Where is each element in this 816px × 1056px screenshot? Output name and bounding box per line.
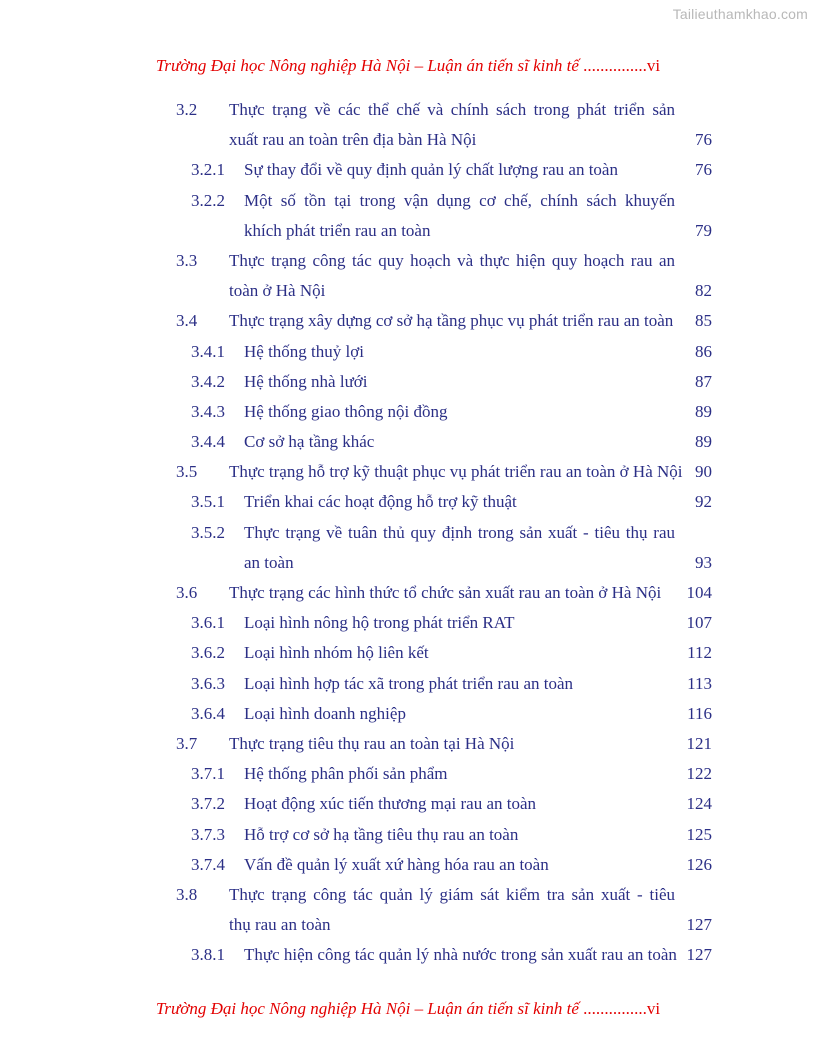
toc-line (0, 699, 816, 729)
toc-line (0, 910, 816, 940)
toc-section-number: 3.5.1 (191, 492, 225, 512)
toc-line (0, 940, 816, 970)
toc-page-number: 76 (695, 160, 712, 180)
toc-line (0, 608, 816, 638)
toc-section-number: 3.5 (176, 462, 198, 482)
toc-page-number: 79 (695, 220, 712, 240)
toc-section-number: 3.8.1 (191, 945, 225, 965)
toc-title: Thực trạng tiêu thụ rau an toàn tại Hà Nội (229, 733, 515, 753)
toc-title: Cơ sở hạ tầng khác (244, 432, 375, 452)
toc-title: Hoạt động xúc tiến thương mại rau an toàn (244, 794, 537, 814)
toc-entry (0, 155, 816, 185)
toc-page-number: 107 (686, 613, 712, 633)
toc-entry (0, 940, 816, 970)
running-footer (0, 999, 816, 1019)
toc-page-number: 126 (686, 854, 712, 874)
toc-section-number: 3.7.1 (191, 764, 225, 784)
toc-page-number: 87 (695, 371, 712, 391)
toc-line (0, 337, 816, 367)
toc-entry (0, 95, 816, 155)
table-of-contents (0, 95, 816, 970)
toc-line (0, 367, 816, 397)
toc-entry (0, 789, 816, 819)
toc-title: Thực trạng về các thể chế và chính sách trong phát triển sản (229, 100, 675, 119)
toc-entry (0, 880, 816, 940)
toc-title: Thực trạng các hình thức tổ chức sản xuất rau an toàn ở Hà Nội (229, 583, 662, 602)
toc-title: Một số tồn tại trong vận dụng cơ chế, chính sách khuyến (244, 190, 675, 210)
toc-title: Thực trạng công tác quản lý giám sát kiểm tra sản xuất - tiêu (229, 884, 675, 904)
toc-title-continued: an toàn (244, 552, 294, 572)
toc-entry (0, 638, 816, 668)
toc-page-number: 104 (686, 583, 712, 602)
toc-title: Thực trạng về tuân thủ quy định trong sản xuất - tiêu thụ rau (244, 522, 675, 542)
toc-line (0, 820, 816, 850)
toc-line (0, 95, 816, 125)
toc-section-number: 3.6 (176, 583, 198, 602)
toc-line (0, 125, 816, 155)
toc-section-number: 3.4.4 (191, 432, 225, 452)
toc-title-continued: thụ rau an toàn (229, 915, 331, 935)
toc-title: Thực trạng công tác quy hoạch và thực hiện quy hoạch rau an (229, 250, 675, 270)
toc-page-number: 89 (695, 401, 712, 421)
toc-title-continued: toàn ở Hà Nội (229, 281, 326, 301)
toc-line (0, 457, 816, 487)
toc-section-number: 3.6.1 (191, 613, 225, 633)
toc-entry (0, 487, 816, 517)
toc-line (0, 789, 816, 819)
toc-title: Vấn đề quản lý xuất xứ hàng hóa rau an toàn (244, 854, 549, 874)
toc-section-number: 3.4.2 (191, 371, 225, 391)
toc-title: Thực trạng xây dựng cơ sở hạ tầng phục vụ phát triển rau an toàn (229, 311, 674, 331)
header-text: Trường Đại học Nông nghiệp Hà Nội – Luận án tiến sĩ kinh tế (155, 56, 579, 75)
toc-title: Hệ thống thuỷ lợi (244, 341, 364, 361)
toc-page-number: 127 (686, 945, 712, 965)
toc-page-number: 127 (686, 915, 712, 935)
header-dots: ............... (578, 56, 647, 75)
toc-title: Hệ thống phân phối sản phẩm (244, 764, 448, 784)
toc-section-number: 3.7.4 (191, 854, 225, 874)
toc-title: Thực trạng hỗ trợ kỹ thuật phục vụ phát triển rau an toàn ở Hà Nội (229, 462, 683, 482)
toc-page-number: 82 (695, 281, 712, 301)
toc-line (0, 548, 816, 578)
toc-section-number: 3.6.3 (191, 673, 225, 693)
toc-title: Loại hình doanh nghiệp (244, 703, 406, 723)
toc-line (0, 850, 816, 880)
toc-entry (0, 850, 816, 880)
toc-line (0, 276, 816, 306)
footer-text: Trường Đại học Nông nghiệp Hà Nội – Luận án tiến sĩ kinh tế (155, 999, 579, 1018)
toc-entry (0, 699, 816, 729)
toc-title: Hệ thống nhà lưới (244, 371, 368, 391)
toc-section-number: 3.7.3 (191, 824, 225, 844)
footer-dots: ............... (578, 999, 647, 1018)
toc-section-number: 3.7 (176, 733, 198, 753)
toc-line (0, 578, 816, 608)
toc-section-number: 3.4.3 (191, 401, 225, 421)
toc-entry (0, 306, 816, 336)
toc-line (0, 487, 816, 517)
toc-page-number: 125 (686, 824, 712, 844)
toc-section-number: 3.2.2 (191, 190, 225, 210)
toc-line (0, 880, 816, 910)
toc-section-number: 3.3 (176, 250, 198, 270)
toc-page-number: 86 (695, 341, 712, 361)
toc-line (0, 729, 816, 759)
toc-line (0, 306, 816, 336)
toc-page-number: 85 (695, 311, 712, 331)
toc-title: Loại hình hợp tác xã trong phát triển rau an toàn (244, 673, 574, 693)
toc-entry (0, 246, 816, 306)
toc-entry (0, 759, 816, 789)
toc-entry (0, 820, 816, 850)
toc-title-continued: khích phát triển rau an toàn (244, 220, 431, 240)
toc-page-number: 92 (695, 492, 712, 512)
toc-entry (0, 337, 816, 367)
toc-page-number: 90 (695, 462, 712, 482)
header-page: vi (646, 56, 661, 75)
toc-page-number: 113 (687, 673, 712, 693)
toc-line (0, 638, 816, 668)
toc-section-number: 3.6.2 (191, 643, 225, 663)
running-header (0, 56, 816, 76)
toc-section-number: 3.6.4 (191, 703, 225, 723)
toc-title: Loại hình nhóm hộ liên kết (244, 643, 429, 663)
toc-line (0, 397, 816, 427)
toc-entry (0, 669, 816, 699)
toc-line (0, 186, 816, 216)
toc-section-number: 3.4.1 (191, 341, 225, 361)
toc-line (0, 246, 816, 276)
toc-entry (0, 186, 816, 246)
toc-line (0, 518, 816, 548)
toc-section-number: 3.2.1 (191, 160, 225, 180)
toc-page-number: 112 (687, 643, 712, 663)
toc-section-number: 3.4 (176, 311, 198, 331)
toc-line (0, 669, 816, 699)
toc-section-number: 3.5.2 (191, 522, 225, 542)
toc-line (0, 427, 816, 457)
toc-section-number: 3.8 (176, 884, 198, 904)
footer-page: vi (646, 999, 661, 1018)
toc-title: Triển khai các hoạt động hỗ trợ kỹ thuật (244, 492, 517, 512)
toc-title: Loại hình nông hộ trong phát triển RAT (244, 613, 515, 633)
toc-entry (0, 518, 816, 578)
toc-title: Hỗ trợ cơ sở hạ tầng tiêu thụ rau an toàn (244, 824, 519, 844)
toc-page-number: 93 (695, 552, 712, 572)
toc-page-number: 121 (686, 733, 712, 753)
toc-entry (0, 367, 816, 397)
toc-section-number: 3.2 (176, 100, 198, 119)
toc-entry (0, 427, 816, 457)
toc-page-number: 122 (686, 764, 712, 784)
toc-entry (0, 578, 816, 608)
toc-line (0, 759, 816, 789)
toc-entry (0, 729, 816, 759)
toc-line (0, 155, 816, 185)
toc-line (0, 216, 816, 246)
toc-section-number: 3.7.2 (191, 794, 225, 814)
toc-page-number: 116 (687, 703, 712, 723)
toc-title: Sự thay đổi về quy định quản lý chất lượng rau an toàn (244, 160, 618, 180)
toc-title-continued: xuất rau an toàn trên địa bàn Hà Nội (229, 130, 477, 150)
toc-page-number: 89 (695, 432, 712, 452)
toc-entry (0, 457, 816, 487)
toc-entry (0, 397, 816, 427)
toc-entry (0, 608, 816, 638)
toc-page-number: 124 (686, 794, 712, 814)
watermark-text: Tailieuthamkhao.com (672, 6, 808, 22)
toc-page-number: 76 (695, 130, 712, 150)
toc-title: Thực hiện công tác quản lý nhà nước trong sản xuất rau an toàn (244, 945, 677, 965)
toc-title: Hệ thống giao thông nội đồng (244, 401, 448, 421)
